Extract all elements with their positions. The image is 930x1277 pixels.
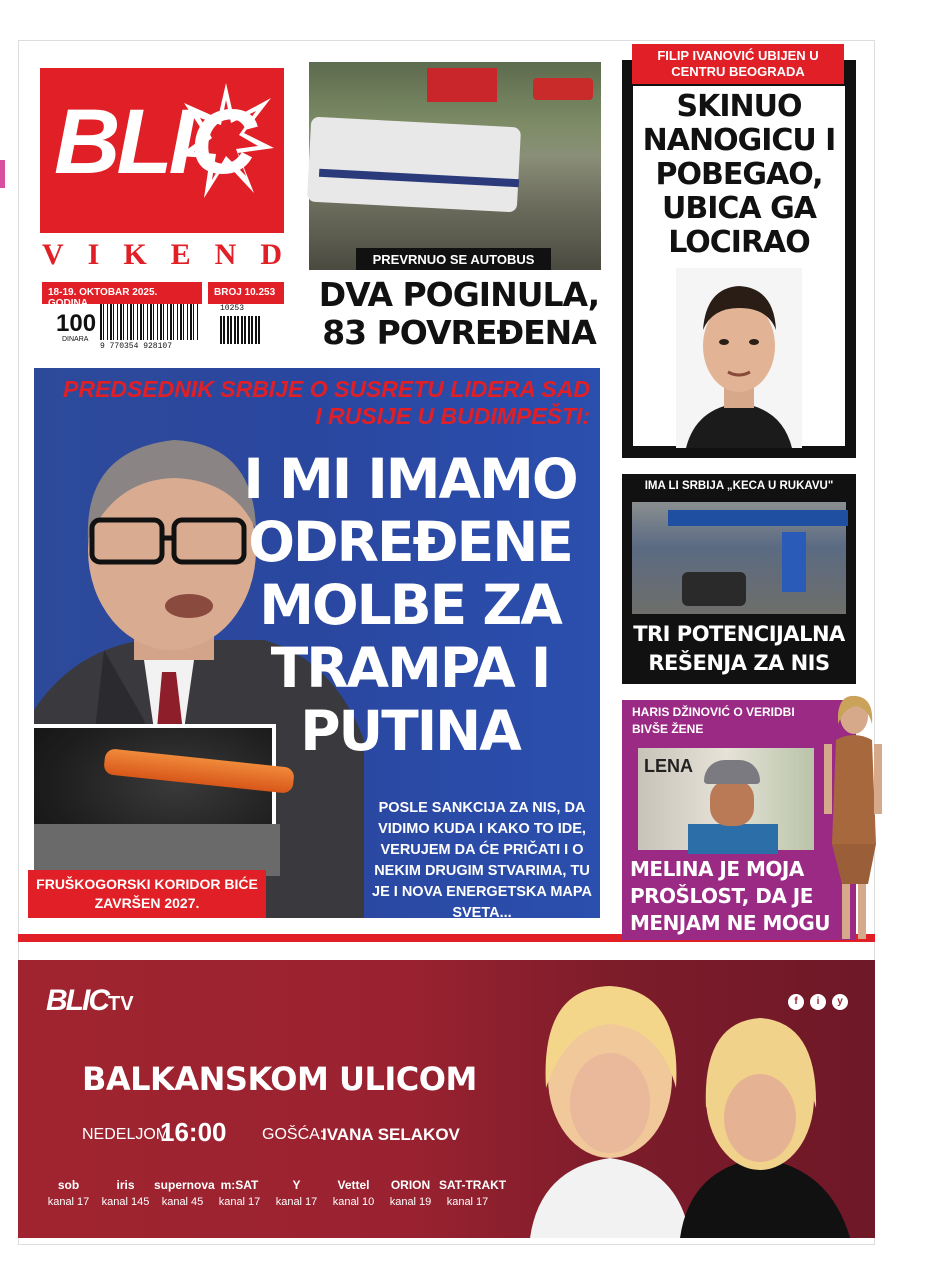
issue-badge: BROJ 10.253 bbox=[208, 282, 284, 304]
main-headline[interactable]: I MI IMAMO ODREĐENE MOLBE ZA TRAMPA I PUTINA bbox=[243, 447, 577, 763]
tunnel-floor bbox=[34, 824, 280, 876]
tv-logo-suffix: TV bbox=[108, 993, 134, 1015]
nis-headline[interactable]: TRI POTENCIJALNA REŠENJA ZA NIS bbox=[633, 622, 845, 675]
blic-tv-logo[interactable] bbox=[46, 984, 134, 1018]
bus-crash-photo[interactable] bbox=[309, 62, 601, 270]
channel-item bbox=[382, 1178, 439, 1208]
channel-number: kanal 10 bbox=[332, 1196, 375, 1208]
channel-number: kanal 17 bbox=[218, 1196, 261, 1208]
channel-name: sob bbox=[57, 1178, 80, 1192]
instagram-icon[interactable]: i bbox=[810, 994, 826, 1010]
date-badge: 18-19. OKTOBAR 2025. GODINA bbox=[42, 282, 202, 304]
tunnel-photo[interactable] bbox=[30, 724, 276, 872]
channel-name: ORION bbox=[390, 1178, 431, 1192]
channel-item bbox=[40, 1178, 97, 1208]
nis-kicker: IMA LI SRBIJA „KECA U RUKAVU" bbox=[644, 480, 834, 492]
barcode-number: 9 770354 928107 bbox=[100, 342, 173, 351]
youtube-icon[interactable]: y bbox=[832, 994, 848, 1010]
mugshot-photo bbox=[676, 268, 802, 448]
face bbox=[710, 780, 754, 826]
channel-number: kanal 17 bbox=[47, 1196, 90, 1208]
overturned-bus bbox=[307, 117, 521, 213]
car bbox=[682, 572, 746, 606]
tv-guest-label: GOŠĆA: bbox=[262, 1126, 325, 1143]
tv-show-day: NEDELJOM bbox=[82, 1126, 170, 1143]
edition-label: VIKEND bbox=[42, 238, 307, 271]
channel-item bbox=[439, 1178, 507, 1208]
channel-number: kanal 45 bbox=[161, 1196, 204, 1208]
sign-text: LENA bbox=[644, 756, 693, 776]
ventilation-pipe bbox=[103, 748, 295, 794]
channel-item bbox=[154, 1178, 215, 1208]
facebook-icon[interactable]: f bbox=[788, 994, 804, 1010]
tv-logo-text: BLIC bbox=[46, 984, 108, 1017]
murder-kicker: FILIP IVANOVIĆ UBIJEN U CENTRU BEOGRADA bbox=[632, 44, 844, 84]
price: 100 bbox=[56, 310, 97, 337]
channel-list bbox=[40, 1178, 507, 1208]
murder-headline[interactable]: SKINUO NANOGICU I POBEGAO, UBICA GA LOCIRAO bbox=[642, 89, 836, 260]
haris-photo bbox=[638, 748, 814, 850]
haris-headline[interactable]: MELINA JE MOJA PROŠLOST, DA JE MENJAM NE MOGU bbox=[630, 857, 831, 935]
channel-name: iris bbox=[116, 1178, 135, 1192]
gas-station-photo bbox=[632, 502, 846, 614]
station-canopy bbox=[668, 510, 848, 526]
main-kicker: PREDSEDNIK SRBIJE O SUSRETU LIDERA SAD I RUSIJE U BUDIMPEŠTI: bbox=[63, 376, 590, 429]
fuel-pump bbox=[782, 532, 806, 592]
issue-barcode bbox=[220, 316, 260, 344]
channel-item bbox=[97, 1178, 154, 1208]
tv-show-time: 16:00 bbox=[160, 1117, 227, 1147]
issue-barcode-number: 10253 bbox=[220, 304, 245, 313]
logo-text: BLIC bbox=[54, 91, 253, 193]
channel-item bbox=[325, 1178, 382, 1208]
price-unit: DINARA bbox=[62, 336, 89, 343]
channel-name: SAT-TRAKT bbox=[439, 1178, 507, 1192]
fire-truck bbox=[427, 68, 497, 102]
tv-guest-name: IVANA SELAKOV bbox=[322, 1125, 460, 1144]
hat bbox=[704, 760, 760, 784]
corridor-caption[interactable]: FRUŠKOGORSKI KORIDOR BIĆE ZAVRŠEN 2027. bbox=[28, 870, 266, 918]
haris-kicker: HARIS DŽINOVIĆ O VERIDBI BIVŠE ŽENE bbox=[632, 705, 795, 736]
channel-number: kanal 17 bbox=[275, 1196, 318, 1208]
channel-name: Y bbox=[292, 1178, 301, 1192]
bus-headline[interactable]: DVA POGINULA, 83 POVREĐENA bbox=[318, 275, 600, 352]
barcode bbox=[100, 304, 200, 340]
channel-name: m:SAT bbox=[220, 1178, 259, 1192]
channel-item bbox=[268, 1178, 325, 1208]
tv-show-title[interactable]: BALKANSKOM ULICOM bbox=[82, 1060, 477, 1098]
side-marker bbox=[0, 160, 5, 188]
channel-number: kanal 17 bbox=[446, 1196, 489, 1208]
woman-photo bbox=[816, 694, 888, 944]
channel-item bbox=[211, 1178, 268, 1208]
shirt bbox=[688, 824, 778, 854]
blic-logo[interactable] bbox=[40, 68, 284, 233]
main-subhead: POSLE SANKCIJA ZA NIS, DA VIDIMO KUDA I KAKO TO IDE, VERUJEM DA ĆE PRIČATI I O NEKIM DRUGIM STVARIMA, TU JE I NOVA ENERGETSKA MAPA SVETA... bbox=[372, 800, 592, 921]
channel-name: supernova bbox=[154, 1178, 215, 1192]
channel-number: kanal 145 bbox=[101, 1196, 150, 1208]
channel-name: Vettel bbox=[337, 1178, 370, 1192]
channel-number: kanal 19 bbox=[389, 1196, 432, 1208]
bus-kicker: PREVRNUO SE AUTOBUS bbox=[356, 248, 551, 270]
red-car bbox=[533, 78, 593, 100]
social-links bbox=[788, 994, 848, 1010]
